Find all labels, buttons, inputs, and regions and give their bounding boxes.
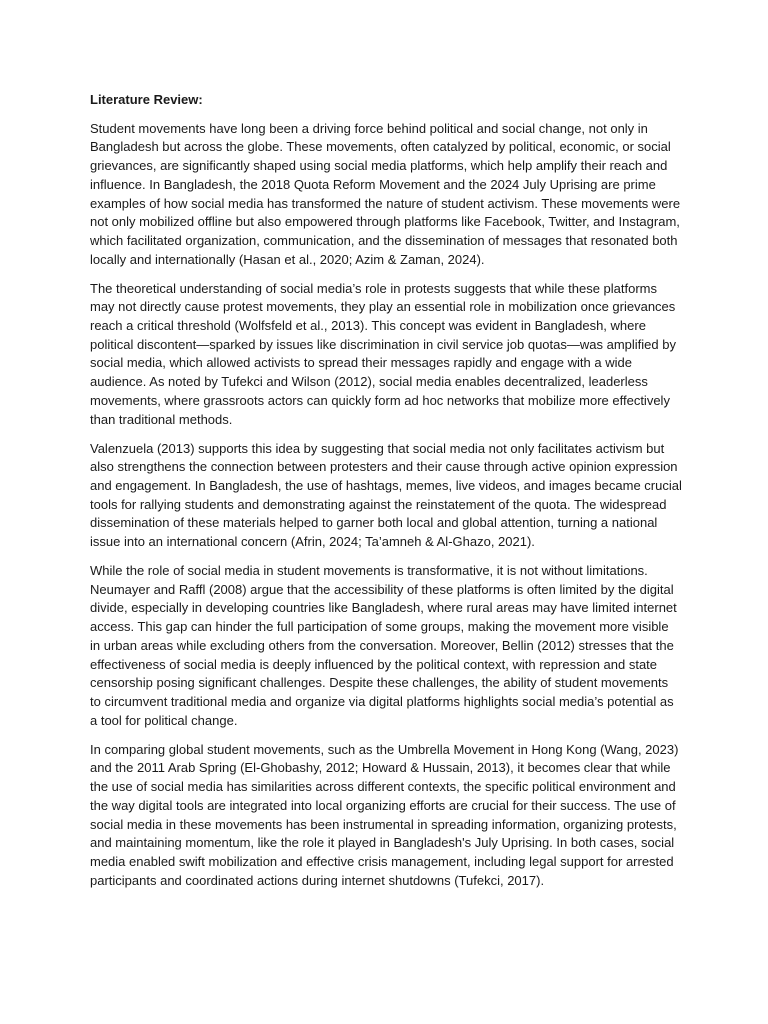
paragraph-3: Valenzuela (2013) supports this idea by suggesting that social media not only facilitates activism but also strengthens the connection between protesters and their cause through active opinion expression and engagement. In Bangladesh, the use of hashtags, memes, live videos, and images became crucial tools for rallying students and demonstrating against the reinstatement of the quota. The widespread dissemination of these materials helped to garner both local and global attention, turning a national issue into an international concern (Afrin, 2024; Ta’amneh & Al-Ghazo, 2021). (90, 440, 682, 550)
paragraph-4: While the role of social media in student movements is transformative, it is not without limitations. Neumayer and Raffl (2008) argue that the accessibility of these platforms is often limited by the digital divide, especially in developing countries like Bangladesh, where rural areas may have limited internet access. This gap can hinder the full participation of some groups, making the movement more visible in urban areas while excluding others from the conversation. Moreover, Bellin (2012) stresses that the effectiveness of social media is deeply influenced by the political context, with repression and state censorship posing significant challenges. Despite these challenges, the ability of student movements to circumvent traditional media and organize via digital platforms highlights social media’s potential as a tool for political change. (90, 563, 677, 728)
paragraph-1: Student movements have long been a driving force behind political and social change, not only in Bangladesh but across the globe. These movements, often catalyzed by political, economic, or social grievances, are significantly shaped using social media platforms, which help amplify their reach and influence. In Bangladesh, the 2018 Quota Reform Movement and the 2024 July Uprising are prime examples of how social media has transformed the nature of student activism. These movements were not only mobilized offline but also empowered through platforms like Facebook, Twitter, and Instagram, which facilitated organization, communication, and the dissemination of messages that resonated both locally and internationally (Hasan et al., 2020; Azim & Zaman, 2024). (90, 120, 681, 267)
document-page (90, 91, 682, 901)
paragraph-5: In comparing global student movements, such as the Umbrella Movement in Hong Kong (Wang, 2023) and the 2011 Arab Spring (El-Ghobashy, 2012; Howard & Hussain, 2013), it becomes clear that while the use of social media has similarities across different contexts, the specific political environment and the way digital tools are integrated into local organizing efforts are crucial for their success. The use of social media in these movements has been instrumental in spreading information, organizing protests, and maintaining momentum, like the role it played in Bangladesh's July Uprising. In both cases, social media enabled swift mobilization and effective crisis management, including legal support for arrested participants and coordinated actions during internet shutdowns (Tufekci, 2017). (90, 741, 679, 888)
section-heading: Literature Review: (90, 92, 203, 107)
paragraph-2: The theoretical understanding of social media’s role in protests suggests that while these platforms may not directly cause protest movements, they play an essential role in mobilization once grievances reach a critical threshold (Wolfsfeld et al., 2013). This concept was evident in Bangladesh, where political discontent—sparked by issues like discrimination in civil service job quotas—was amplified by social media, which allowed activists to spread their messages rapidly and engage with a wide audience. As noted by Tufekci and Wilson (2012), social media enables decentralized, leaderless movements, where grassroots actors can quickly form ad hoc networks that mobilize more effectively than traditional methods. (90, 280, 676, 427)
